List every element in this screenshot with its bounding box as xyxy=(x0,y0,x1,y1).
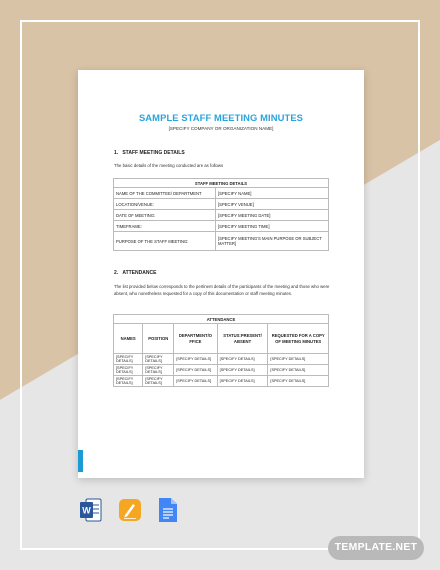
table-row xyxy=(114,199,329,210)
column-header: POSITION xyxy=(143,324,174,354)
table-cell: [SPECIFY DETAILS] xyxy=(268,376,329,387)
row-value: [SPECIFY NAME] xyxy=(216,188,329,199)
section-intro-attendance: The list provided below corresponds to the pertinent details of the participants of the meeting and those who were absent, who nonetheless requested for a copy of this documentation or staff meeting minutes. xyxy=(114,284,330,296)
column-header: REQUESTED FOR A COPY OF MEETING MINUTES xyxy=(268,324,329,354)
pages-icon[interactable] xyxy=(119,497,141,523)
row-label: TIMEFRAME: xyxy=(114,221,216,232)
column-header: STATUS:PRESENT/ ABSENT xyxy=(217,324,268,354)
table-cell: [SPECIFY DETAILS] xyxy=(268,354,329,365)
table-cell: [SPECIFY DETAILS] xyxy=(217,376,268,387)
word-icon[interactable] xyxy=(80,497,102,523)
table-row xyxy=(114,365,329,376)
section-heading-attendance: 2. ATTENDANCE xyxy=(114,270,157,276)
row-value: [SPECIFY VENUE] xyxy=(216,199,329,210)
table-title: ATTENDANCE xyxy=(114,315,329,324)
document-subtitle: [SPECIFY COMPANY OR ORGANIZATION NAME] xyxy=(168,126,274,131)
section-heading-details: 1. STAFF MEETING DETAILS xyxy=(114,150,185,156)
table-row xyxy=(114,188,329,199)
row-value: [SPECIFY MEETING'S MAIN PURPOSE OR SUBJECT MATTER] xyxy=(216,232,329,251)
table-cell: [SPECIFY DETAILS] xyxy=(268,365,329,376)
table-cell: [SPECIFY DETAILS] xyxy=(143,376,174,387)
page-accent-bar xyxy=(78,450,83,472)
table-cell: [SPECIFY DETAILS] xyxy=(114,376,143,387)
row-label: DATE OF MEETING: xyxy=(114,210,216,221)
row-label: NAME OF THE COMMITTEE/ DEPARTMENT xyxy=(114,188,216,199)
table-row xyxy=(114,210,329,221)
row-value: [SPECIFY MEETING TIME] xyxy=(216,221,329,232)
table-cell: [SPECIFY DETAILS] xyxy=(143,354,174,365)
column-header: DEPARTMENT/O FFICE xyxy=(174,324,217,354)
attendance-table xyxy=(113,314,329,387)
column-header: NAMES xyxy=(114,324,143,354)
table-cell: [SPECIFY DETAILS] xyxy=(174,376,217,387)
table-row xyxy=(114,376,329,387)
table-cell: [SPECIFY DETAILS] xyxy=(114,354,143,365)
section-intro-details: The basic details of the meeting conducted are as follows xyxy=(114,163,224,168)
table-row xyxy=(114,354,329,365)
meeting-details-table xyxy=(113,178,329,251)
table-cell: [SPECIFY DETAILS] xyxy=(217,354,268,365)
template-net-badge[interactable]: TEMPLATE.NET xyxy=(328,536,424,560)
document-title: SAMPLE STAFF MEETING MINUTES xyxy=(138,112,304,123)
docs-icon[interactable] xyxy=(157,497,179,523)
table-row xyxy=(114,221,329,232)
table-cell: [SPECIFY DETAILS] xyxy=(143,365,174,376)
table-row xyxy=(114,232,329,251)
row-label: PURPOSE OF THE STAFF MEETING: xyxy=(114,232,216,251)
table-cell: [SPECIFY DETAILS] xyxy=(174,365,217,376)
svg-text:W: W xyxy=(82,505,91,516)
document-page[interactable] xyxy=(78,70,364,478)
table-cell: [SPECIFY DETAILS] xyxy=(174,354,217,365)
table-title: STAFF MEETING DETAILS xyxy=(114,179,329,188)
row-value: [SPECIFY MEETING DATE] xyxy=(216,210,329,221)
table-cell: [SPECIFY DETAILS] xyxy=(217,365,268,376)
row-label: LOCATION/VENUE: xyxy=(114,199,216,210)
table-cell: [SPECIFY DETAILS] xyxy=(114,365,143,376)
